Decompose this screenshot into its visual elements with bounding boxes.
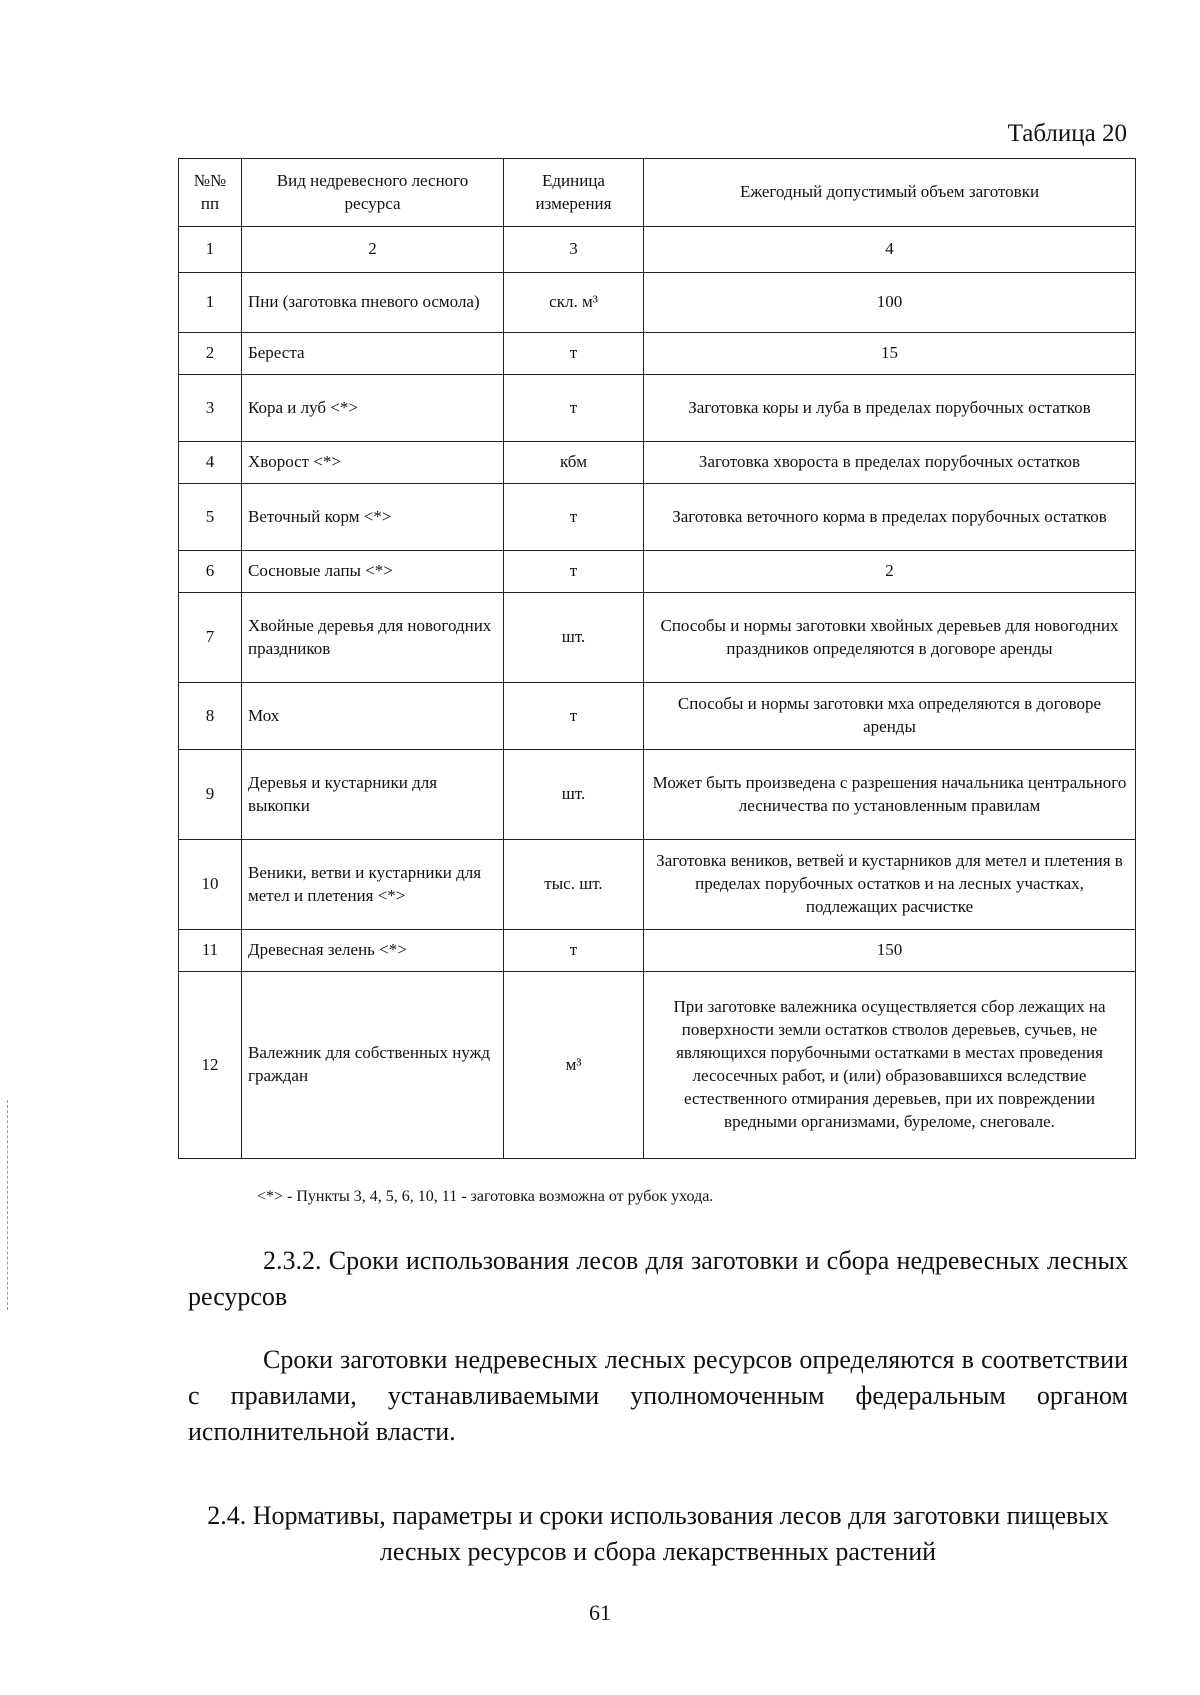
row-volume: Может быть произведена с разрешения начальника центрального лесничества по установленным правилам bbox=[644, 750, 1136, 840]
row-resource: Древесная зелень <*> bbox=[242, 930, 504, 972]
col-number: 4 bbox=[644, 227, 1136, 273]
section-heading-2-3-2: 2.3.2. Сроки использования лесов для заготовки и сбора недревесных лесных ресурсов bbox=[188, 1246, 1128, 1311]
row-unit: тыс. шт. bbox=[504, 840, 644, 930]
row-volume: 100 bbox=[644, 273, 1136, 333]
table-row bbox=[179, 551, 1136, 593]
header-volume: Ежегодный допустимый объем заготовки bbox=[644, 159, 1136, 227]
row-volume: Заготовка хвороста в пределах порубочных остатков bbox=[644, 442, 1136, 484]
row-volume: Заготовка коры и луба в пределах порубочных остатков bbox=[644, 375, 1136, 442]
row-unit: скл. м³ bbox=[504, 273, 644, 333]
table-row bbox=[179, 593, 1136, 683]
table-header-row bbox=[179, 159, 1136, 227]
row-number: 5 bbox=[179, 484, 242, 551]
row-resource: Пни (заготовка пневого осмола) bbox=[242, 273, 504, 333]
table-row bbox=[179, 972, 1136, 1159]
row-number: 6 bbox=[179, 551, 242, 593]
table-row bbox=[179, 442, 1136, 484]
table-row bbox=[179, 930, 1136, 972]
row-unit: т bbox=[504, 375, 644, 442]
table-body bbox=[179, 273, 1136, 1159]
table-row bbox=[179, 333, 1136, 375]
row-number: 10 bbox=[179, 840, 242, 930]
scan-margin-mark bbox=[7, 1100, 8, 1310]
row-unit: т bbox=[504, 930, 644, 972]
row-volume: 2 bbox=[644, 551, 1136, 593]
row-volume: 15 bbox=[644, 333, 1136, 375]
table-row bbox=[179, 840, 1136, 930]
table-row bbox=[179, 375, 1136, 442]
row-number: 9 bbox=[179, 750, 242, 840]
row-number: 7 bbox=[179, 593, 242, 683]
row-number: 3 bbox=[179, 375, 242, 442]
table-footnote: <*> - Пункты 3, 4, 5, 6, 10, 11 - заготовка возможна от рубок ухода. bbox=[257, 1188, 714, 1205]
resources-table bbox=[178, 158, 1136, 1159]
table-row bbox=[179, 750, 1136, 840]
row-number: 11 bbox=[179, 930, 242, 972]
row-resource: Деревья и кустарники для выкопки bbox=[242, 750, 504, 840]
row-unit: т bbox=[504, 333, 644, 375]
row-resource: Кора и луб <*> bbox=[242, 375, 504, 442]
col-number: 1 bbox=[179, 227, 242, 273]
row-resource: Веники, ветви и кустарники для метел и плетения <*> bbox=[242, 840, 504, 930]
row-number: 8 bbox=[179, 683, 242, 750]
table-row bbox=[179, 683, 1136, 750]
row-resource: Береста bbox=[242, 333, 504, 375]
page-number: 61 bbox=[589, 1600, 611, 1625]
header-number: №№ пп bbox=[179, 159, 242, 227]
row-resource: Валежник для собственных нужд граждан bbox=[242, 972, 504, 1159]
row-number: 2 bbox=[179, 333, 242, 375]
row-unit: шт. bbox=[504, 593, 644, 683]
row-unit: т bbox=[504, 484, 644, 551]
row-unit: м³ bbox=[504, 972, 644, 1159]
row-resource: Мох bbox=[242, 683, 504, 750]
row-volume: Способы и нормы заготовки хвойных деревьев для новогодних праздников определяются в договоре аренды bbox=[644, 593, 1136, 683]
row-number: 1 bbox=[179, 273, 242, 333]
row-number: 12 bbox=[179, 972, 242, 1159]
section-heading-2-4: 2.4. Нормативы, параметры и сроки использования лесов для заготовки пищевых лесных ресурсов и сбора лекарственных растений bbox=[207, 1501, 1109, 1566]
row-number: 4 bbox=[179, 442, 242, 484]
row-volume: 150 bbox=[644, 930, 1136, 972]
header-unit: Единица измерения bbox=[504, 159, 644, 227]
row-unit: т bbox=[504, 683, 644, 750]
row-unit: кбм bbox=[504, 442, 644, 484]
col-number: 2 bbox=[242, 227, 504, 273]
table-row bbox=[179, 484, 1136, 551]
row-volume: Заготовка веников, ветвей и кустарников для метел и плетения в пределах порубочных остатков и на лесных участках, подлежащих расчистке bbox=[644, 840, 1136, 930]
column-number-row bbox=[179, 227, 1136, 273]
row-volume: При заготовке валежника осуществляется сбор лежащих на поверхности земли остатков стволов деревьев, сучьев, не являющихся порубочными остатками в местах проведения лесосечных работ, и (или) образовавшихся вследствие естественного отмирания деревьев, при их повреждении вредными организмами, буреломе, снеговале. bbox=[644, 972, 1136, 1159]
row-resource: Хворост <*> bbox=[242, 442, 504, 484]
row-resource: Хвойные деревья для новогодних праздников bbox=[242, 593, 504, 683]
section-paragraph: Сроки заготовки недревесных лесных ресурсов определяются в соответствии с правилами, устанавливаемыми уполномоченным федеральным органом исполнительной власти. bbox=[188, 1345, 1128, 1446]
row-unit: т bbox=[504, 551, 644, 593]
header-resource: Вид недревесного лесного ресурса bbox=[242, 159, 504, 227]
table-caption: Таблица 20 bbox=[1007, 120, 1127, 147]
table-row bbox=[179, 273, 1136, 333]
row-unit: шт. bbox=[504, 750, 644, 840]
row-volume: Заготовка веточного корма в пределах порубочных остатков bbox=[644, 484, 1136, 551]
row-volume: Способы и нормы заготовки мха определяются в договоре аренды bbox=[644, 683, 1136, 750]
row-resource: Сосновые лапы <*> bbox=[242, 551, 504, 593]
row-resource: Веточный корм <*> bbox=[242, 484, 504, 551]
col-number: 3 bbox=[504, 227, 644, 273]
